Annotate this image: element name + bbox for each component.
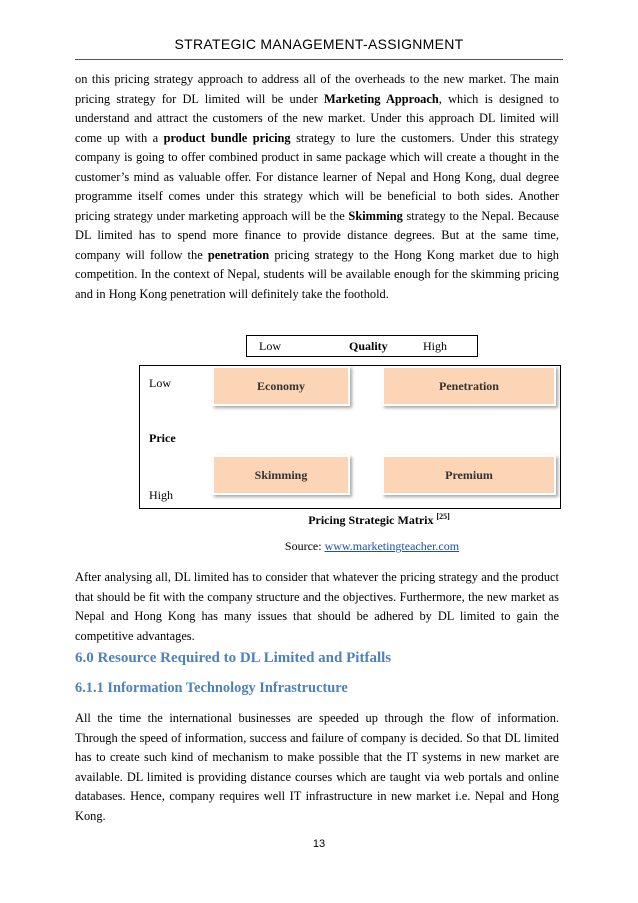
quality-high-label: High (423, 339, 447, 353)
matrix-caption (0, 512, 638, 528)
marketing-approach-term: Marketing Approach (323, 91, 439, 106)
analysis-paragraph: After analysing all, DL limited has to consider that whatever the pricing strategy and the product that should be fit with the company structure and the objectives. Furthermore, the new market as Nepal and Hong Kong has many issues that should be adhered by DL limited to gain the competitive advantages. (75, 570, 559, 643)
page-number: 13 (312, 838, 326, 850)
economy-cell: Economy (212, 366, 350, 406)
source-prefix: Source: (284, 539, 325, 553)
header-divider (75, 59, 563, 60)
price-low-label: Low (149, 376, 171, 390)
source-link[interactable]: www.marketingteacher.com (324, 539, 460, 553)
paragraph-text: , which is designed to understand and attract the customers of the new market. Under this approach DL limited will come up with a (75, 91, 560, 145)
paragraph-text: on this pricing strategy approach to address all of the overheads to the new market. The main pricing strategy for DL limited will be under (75, 72, 559, 106)
section-heading-resources: 6.0 Resource Required to DL Limited and Pitfalls (75, 650, 392, 666)
penetration-cell: Penetration (382, 366, 556, 406)
pricing-strategy-paragraph (75, 70, 559, 304)
subsection-heading-it-infrastructure: 6.1.1 Information Technology Infrastructure (75, 680, 348, 696)
paragraph-text: strategy to lure the customers. Under this strategy company is going to offer combined product in same package which will create a thought in the customer’s mind as valuable offer. For distance learner of Nepal and Hong Kong, dual degree programme itself comes under this strategy which will be beneficial to both sides. Another pricing strategy under marketing approach will be the (75, 130, 559, 223)
quality-axis-box (246, 335, 478, 357)
skimming-cell: Skimming (212, 455, 350, 495)
penetration-term: penetration (207, 247, 270, 262)
paragraph-text: pricing strategy to the Hong Kong market due to high competition. In the context of Nepal, students will be available enough for the skimming pricing and in Hong Kong penetration will definitely take the foothold. (75, 247, 559, 301)
premium-cell: Premium (382, 455, 556, 495)
page-header-title: STRATEGIC MANAGEMENT-ASSIGNMENT (174, 36, 464, 52)
matrix-caption-text: Pricing Strategic Matrix (308, 513, 437, 527)
skimming-term: Skimming (348, 208, 403, 223)
it-infrastructure-paragraph: All the time the international businesses are speeded up through the flow of information. Through the speed of information, success and failure of company is decided. So that DL limited has to create such kind of mechanism to make possible that the IT systems in new market are available. DL limited is providing distance courses which are taught via web portals and online databases. Hence, company requires well IT infrastructure in new market i.e. Nepal and Hong Kong. (75, 711, 559, 823)
matrix-source (0, 539, 638, 554)
product-bundle-pricing-term: product bundle pricing (163, 130, 291, 145)
price-high-label: High (149, 488, 173, 502)
paragraph-text: strategy to the Nepal. Because DL limited has to spend more finance to provide distance degrees. But at the same time, company will follow the (75, 208, 559, 262)
quality-axis-label: Quality (349, 339, 388, 353)
quality-low-label: Low (259, 339, 281, 353)
matrix-citation: [25] (436, 512, 450, 521)
price-axis-label: Price (149, 431, 176, 445)
